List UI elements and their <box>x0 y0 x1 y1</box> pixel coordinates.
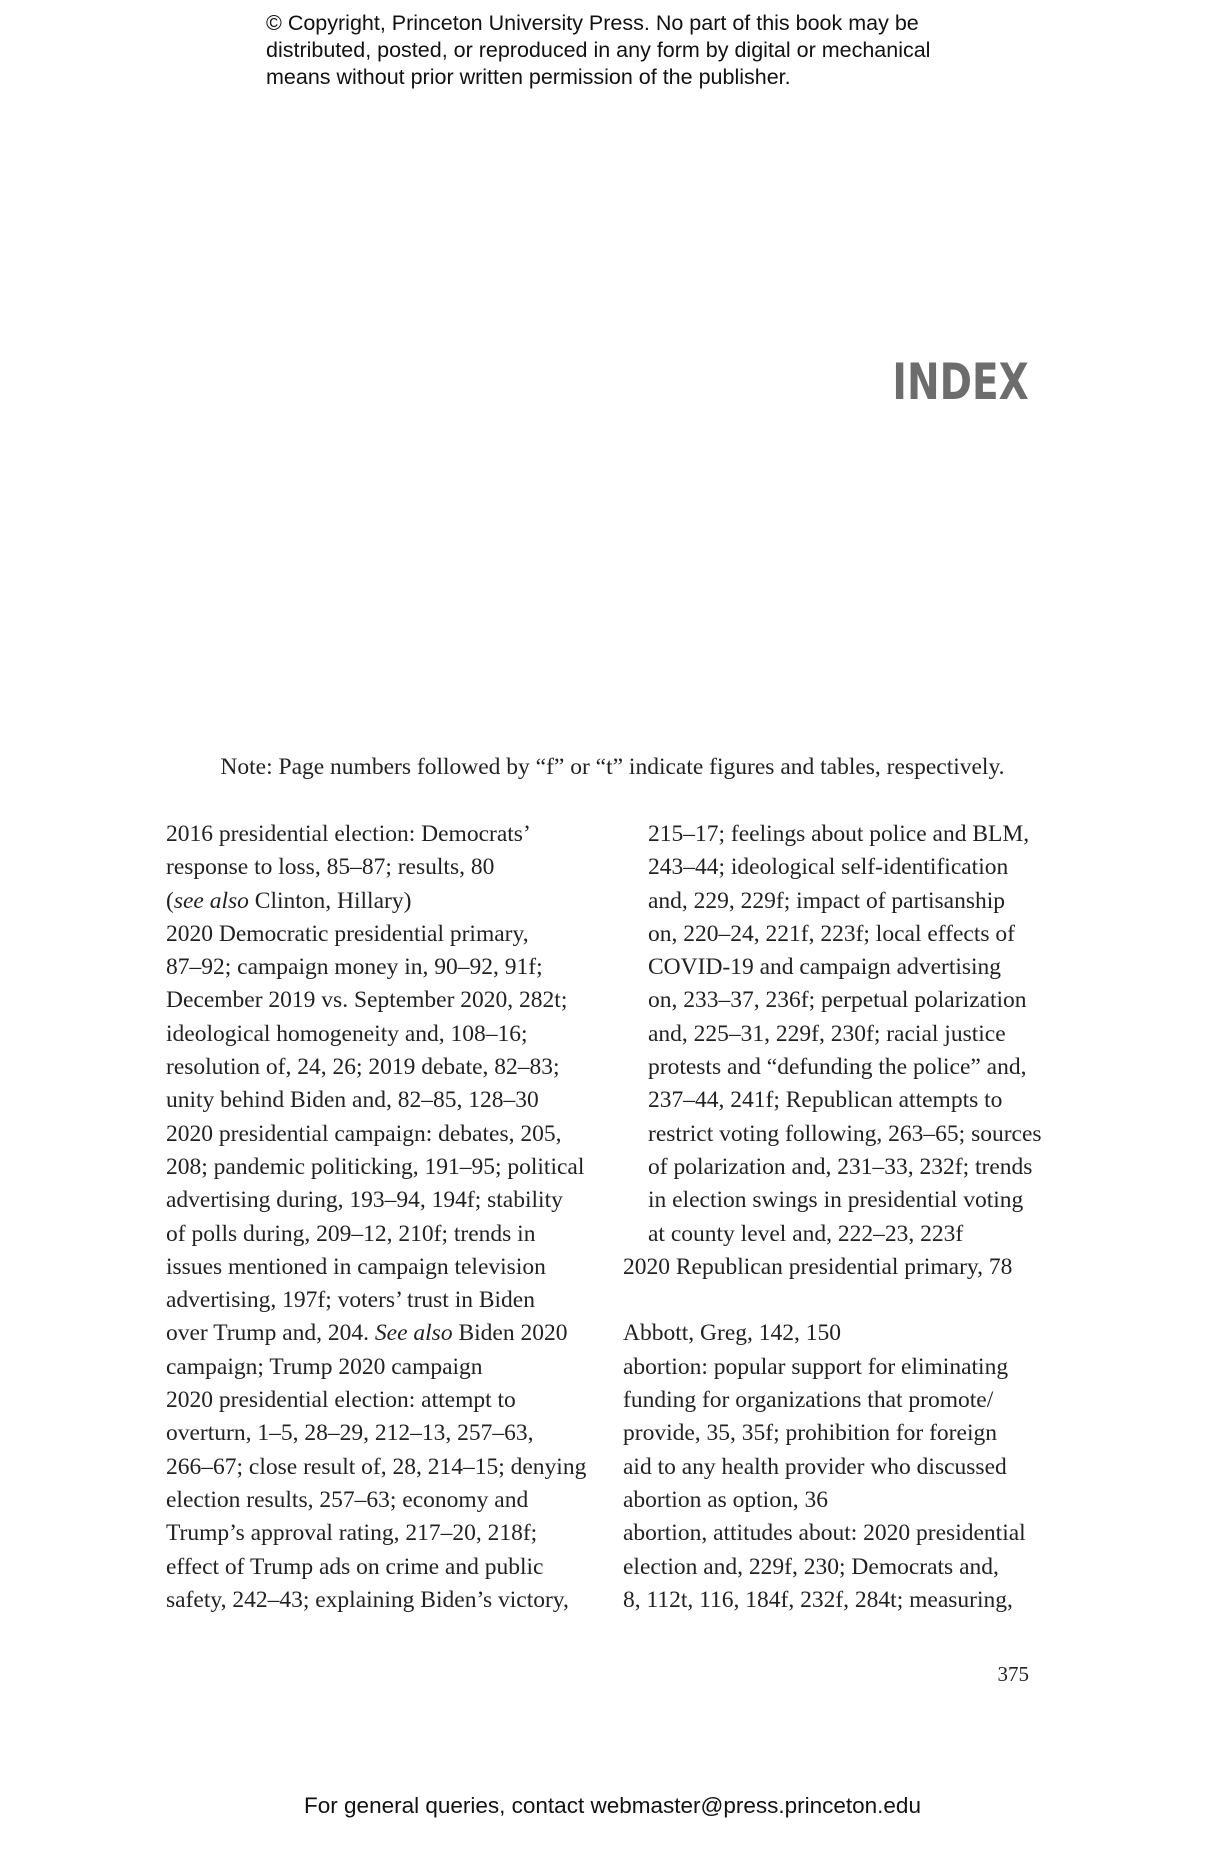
entry-line: 208; pandemic politicking, 191–95; political <box>166 1153 585 1180</box>
index-entry <box>166 1118 586 1384</box>
index-column-right <box>623 818 1043 1617</box>
index-column-left <box>166 818 586 1617</box>
entry-line: 243–44; ideological self-identification <box>648 854 1009 881</box>
index-note: Note: Page numbers followed by “f” or “t” indicate figures and tables, respectively. <box>220 754 1005 780</box>
entry-line: 2020 Republican presidential primary, 78 <box>623 1253 1013 1280</box>
entry-line: on, 233–37, 236f; perpetual polarization <box>648 987 1027 1014</box>
entry-line: in election swings in presidential voting <box>648 1187 1024 1214</box>
entry-line: and, 229, 229f; impact of partisanship <box>648 887 1005 914</box>
entry-text: Biden 2020 <box>452 1320 568 1347</box>
entry-line: and, 225–31, 229f, 230f; racial justice <box>648 1020 1006 1047</box>
entry-line: at county level and, 222–23, 223f <box>648 1220 964 1247</box>
entry-line: 266–67; close result of, 28, 214–15; denying <box>166 1453 587 1480</box>
cross-reference: see also <box>173 887 249 914</box>
entry-line: provide, 35, 35f; prohibition for foreign <box>623 1420 997 1447</box>
entry-line: aid to any health provider who discussed <box>623 1453 1007 1480</box>
index-entry-continuation <box>623 818 1043 1251</box>
entry-line: election results, 257–63; economy and <box>166 1486 529 1513</box>
entry-line: response to loss, 85–87; results, 80 <box>166 854 495 881</box>
index-entry <box>166 918 586 1118</box>
entry-line: of polarization and, 231–33, 232f; trends <box>648 1153 1033 1180</box>
entry-line <box>166 885 586 918</box>
entry-line: abortion as option, 36 <box>623 1486 828 1513</box>
entry-text: Clinton, Hillary) <box>248 887 412 914</box>
entry-line: 8, 112t, 116, 184f, 232f, 284t; measuring, <box>623 1586 1013 1613</box>
entry-line: 2020 presidential election: attempt to <box>166 1387 516 1414</box>
cross-reference: See also <box>374 1320 453 1347</box>
entry-line: COVID-19 and campaign advertising <box>648 954 1002 981</box>
entry-line: advertising during, 193–94, 194f; stability <box>166 1187 563 1214</box>
page-title: INDEX <box>892 353 1029 411</box>
entry-line: Trump’s approval rating, 217–20, 218f; <box>166 1520 538 1547</box>
entry-line: 2020 presidential campaign: debates, 205, <box>166 1120 562 1147</box>
entry-line: unity behind Biden and, 82–85, 128–30 <box>166 1087 539 1114</box>
entry-text: ( <box>166 887 174 914</box>
entry-line: Abbott, Greg, 142, 150 <box>623 1320 842 1347</box>
entry-line: abortion, attitudes about: 2020 presidential <box>623 1520 1026 1547</box>
entry-line: funding for organizations that promote/ <box>623 1387 994 1414</box>
entry-line: overturn, 1–5, 28–29, 212–13, 257–63, <box>166 1420 534 1447</box>
entry-line: campaign; Trump 2020 campaign <box>166 1353 483 1380</box>
entry-line: 237–44, 241f; Republican attempts to <box>648 1087 1003 1114</box>
index-entry <box>623 1351 1043 1517</box>
letter-group-gap <box>623 1284 1043 1317</box>
index-entry <box>623 1251 1043 1284</box>
index-entry <box>166 1384 586 1617</box>
entry-line: ideological homogeneity and, 108–16; <box>166 1020 528 1047</box>
index-entry <box>166 818 586 918</box>
entry-line: advertising, 197f; voters’ trust in Biden <box>166 1287 535 1314</box>
index-entry <box>623 1317 1043 1350</box>
copyright-line: © Copyright, Princeton University Press. No part of this book may be <box>266 11 919 35</box>
entry-line: protests and “defunding the police” and, <box>648 1054 1027 1081</box>
copyright-line: distributed, posted, or reproduced in any form by digital or mechanical <box>266 38 931 62</box>
page-number: 375 <box>997 1662 1029 1686</box>
index-entry <box>623 1517 1043 1617</box>
entry-line: abortion: popular support for eliminating <box>623 1353 1009 1380</box>
entry-line: of polls during, 209–12, 210f; trends in <box>166 1220 536 1247</box>
entry-line: 215–17; feelings about police and BLM, <box>648 821 1030 847</box>
entry-line: safety, 242–43; explaining Biden’s victory, <box>166 1586 569 1613</box>
entry-line: December 2019 vs. September 2020, 282t; <box>166 987 568 1014</box>
entry-line: on, 220–24, 221f, 223f; local effects of <box>648 920 1015 947</box>
entry-line: 2016 presidential election: Democrats’ <box>166 821 531 847</box>
entry-line: effect of Trump ads on crime and public <box>166 1553 544 1580</box>
footer-contact: For general queries, contact webmaster@press.princeton.edu <box>304 1793 921 1818</box>
entry-line: 87–92; campaign money in, 90–92, 91f; <box>166 954 543 981</box>
entry-line: resolution of, 24, 26; 2019 debate, 82–83; <box>166 1054 560 1081</box>
entry-line: restrict voting following, 263–65; sources <box>648 1120 1042 1147</box>
entry-line <box>166 1317 586 1350</box>
entry-line: 2020 Democratic presidential primary, <box>166 920 529 947</box>
entry-text: over Trump and, 204. <box>166 1320 375 1347</box>
copyright-line: means without prior written permission of the publisher. <box>266 65 791 89</box>
copyright-notice <box>266 10 1026 91</box>
entry-line: election and, 229f, 230; Democrats and, <box>623 1553 999 1580</box>
entry-line: issues mentioned in campaign television <box>166 1253 546 1280</box>
